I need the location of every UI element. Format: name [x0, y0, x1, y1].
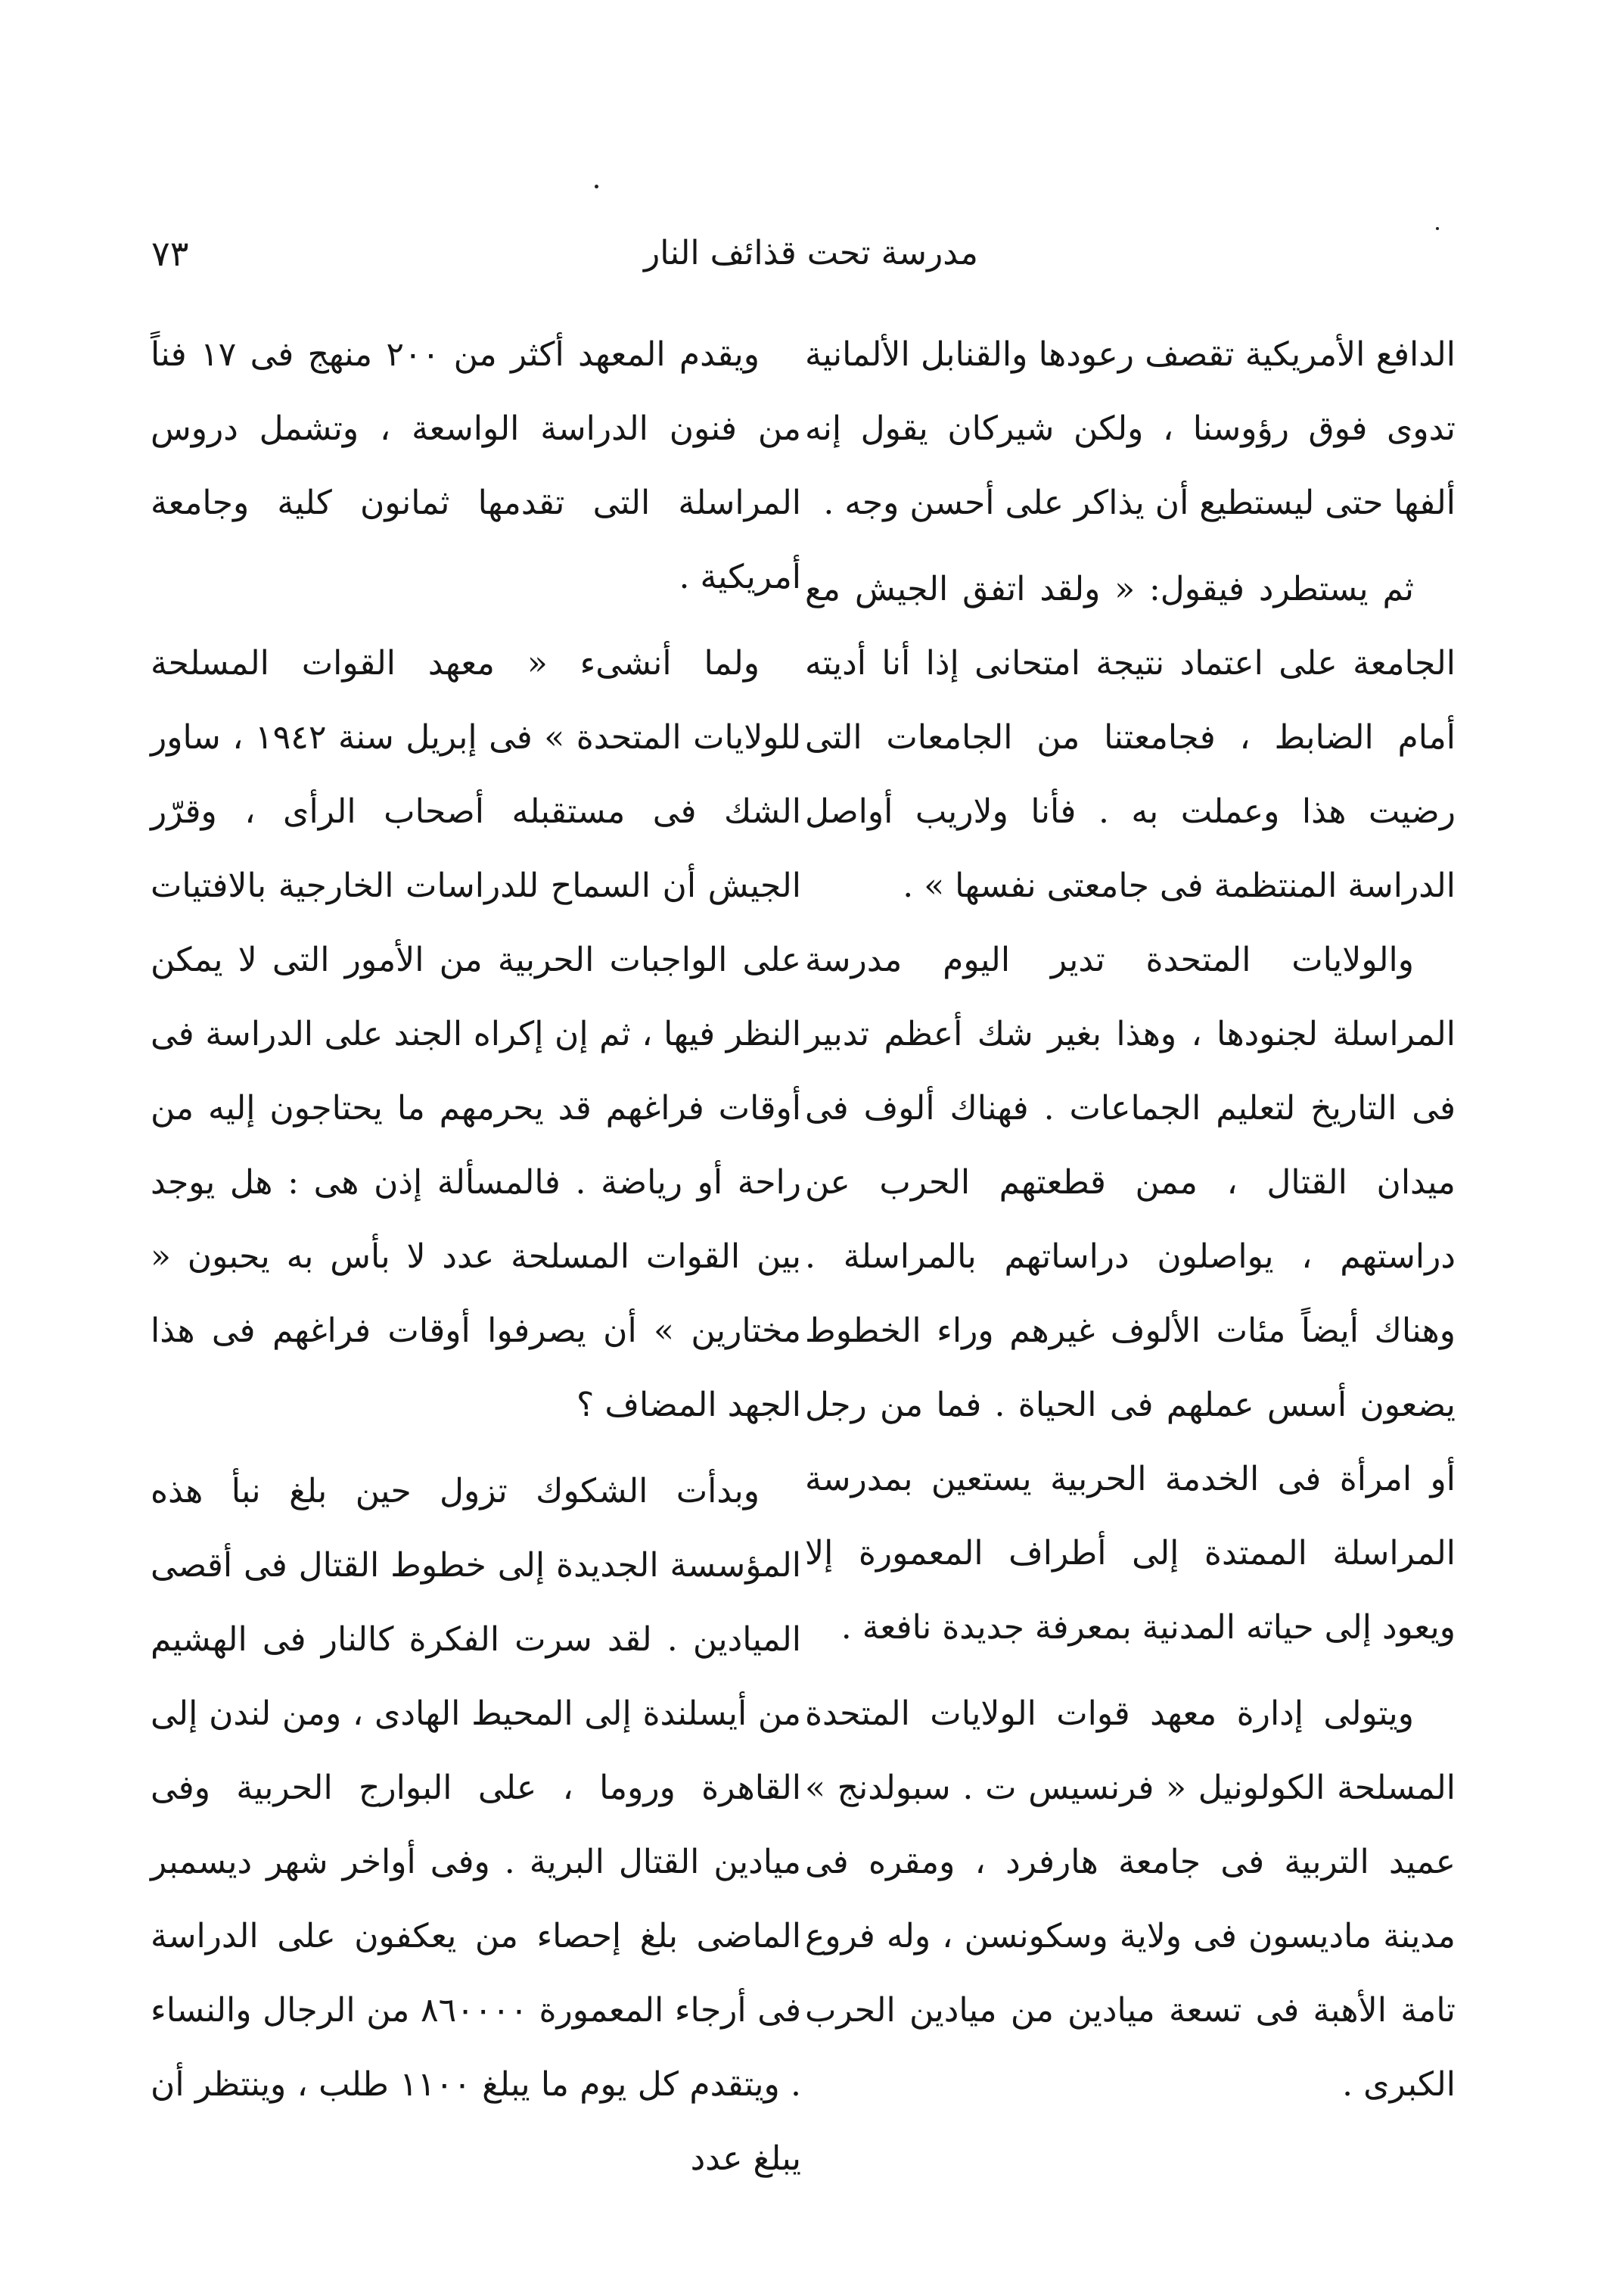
right-column — [805, 318, 1456, 2122]
running-head: مدرسة تحت قذائف النار — [644, 234, 978, 272]
paragraph: ويتولى إدارة معهد قوات الولايات المتحدة المسلحة الكولونيل « فرنسيس ت . سبولدنج » عميد التربية فى جامعة هارفرد ، ومقره فى مدينة ماديسون فى ولاية وسكونسن ، وله فروع تامة الأهبة فى تسعة ميادين من ميادين الحرب الكبرى . — [805, 1694, 1456, 2104]
ink-speck — [595, 185, 598, 188]
paragraph: ولما أنشىء « معهد القوات المسلحة للولايات المتحدة » فى إبريل سنة ١٩٤٢ ، ساور الشك فى مستقبله أصحاب الرأى ، وقرّر الجيش أن السماح للدراسات الخارجية بالافتيات على الواجبات الحربية من الأمور التى لا يمكن النظر فيها ، ثم إن إكراه الجند على الدراسة فى أوقات فراغهم قد يحرمهم ما يحتاجون إليه من راحة أو رياضة . فالمسألة إذن هى : هل يوجد بين القوات المسلحة عدد لا بأس به يحبون « مختارين » أن يصرفوا أوقات فراغهم فى هذا الجهد المضاف ؟ — [151, 644, 801, 1424]
paragraph: ثم يستطرد فيقول: « ولقد اتفق الجيش مع الجامعة على اعتماد نتيجة امتحانى إذا أنا أديته أمام الضابط ، فجامعتنا من الجامعات التى رضيت هذا وعملت به . فأنا ولاريب أواصل الدراسة المنتظمة فى جامعتى نفسها » . — [805, 570, 1456, 905]
paragraph: والولايات المتحدة تدير اليوم مدرسة المراسلة لجنودها ، وهذا بغير شك أعظم تدبير فى التاريخ لتعليم الجماعات . فهناك ألوف فى ميدان القتال ، ممن قطعتهم الحرب عن دراستهم ، يواصلون دراساتهم بالمراسلة . وهناك أيضاً مئات الألوف غيرهم وراء الخطوط يضعون أسس عملهم فى الحياة . فما من رجل أو امرأة فى الخدمة الحربية يستعين بمدرسة المراسلة الممتدة إلى أطراف المعمورة إلا ويعود إلى حياته المدنية بمعرفة جديدة نافعة . — [805, 941, 1456, 1647]
left-column — [151, 318, 801, 2196]
paragraph: ويقدم المعهد أكثر من ٢٠٠ منهج فى ١٧ فناً من فنون الدراسة الواسعة ، وتشمل دروس المراسلة التى تقدمها ثمانون كلية وجامعة أمريكية . — [151, 335, 801, 596]
paragraph: الدافع الأمريكية تقصف رعودها والقنابل الألمانية تدوى فوق رؤوسنا ، ولكن شيركان يقول إنه ألفها حتى ليستطيع أن يذاكر على أحسن وجه . — [805, 335, 1456, 522]
page-header — [113, 219, 1509, 288]
paragraph: وبدأت الشكوك تزول حين بلغ نبأ هذه المؤسسة الجديدة إلى خطوط القتال فى أقصى الميادين . لقد سرت الفكرة كالنار فى الهشيم من أيسلندة إلى المحيط الهادى ، ومن لندن إلى القاهرة وروما ، على البوارج الحربية وفى ميادين القتال البرية . وفى أواخر شهر ديسمبر الماضى بلغ إحصاء من يعكفون على الدراسة فى أرجاء المعمورة ٨٦٠٠٠٠ من الرجال والنساء . ويتقدم كل يوم ما يبلغ ١١٠٠ طلب ، وينتظر أن يبلغ عدد — [151, 1472, 801, 2178]
page-number: ٧٣ — [151, 233, 189, 274]
